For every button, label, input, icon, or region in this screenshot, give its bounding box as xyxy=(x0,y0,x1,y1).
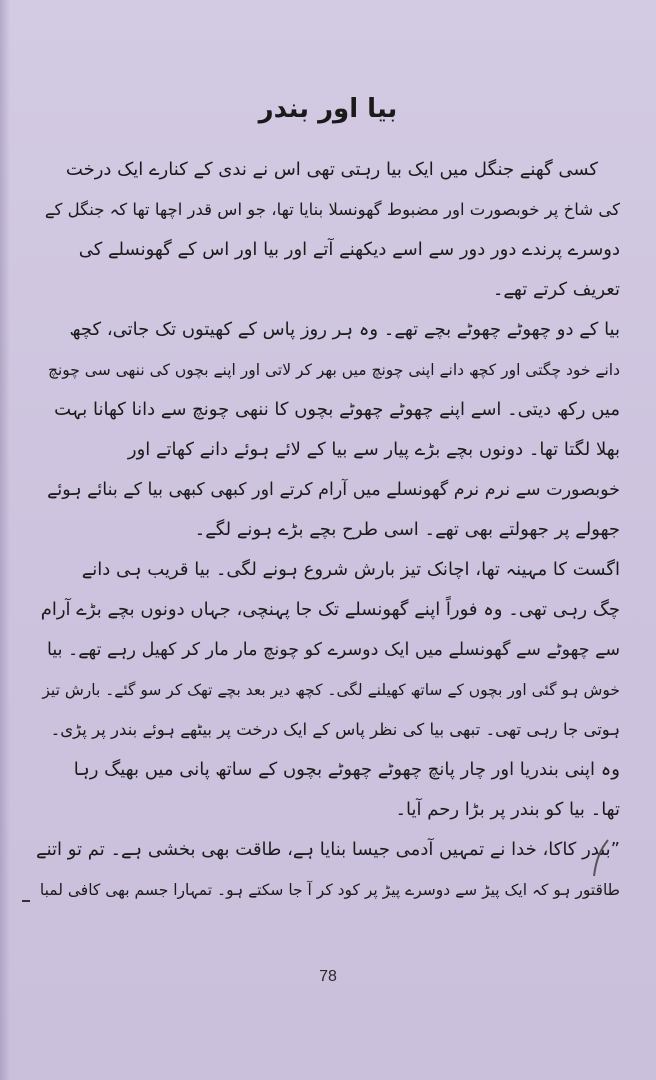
text-line: خوبصورت سے نرم نرم گھونسلے میں آرام کرتے اور کبھی کبھی بیا کے بنائے ہوئے xyxy=(47,480,620,500)
text-line: میں رکھ دیتی۔ اسے اپنے چھوٹے چھوٹے بچوں کا ننھی چونچ سے دانا کھانا بہت xyxy=(54,399,620,420)
text-line: چگ رہی تھی۔ وہ فوراً اپنے گھونسلے تک جا پہنچی، جہاں دونوں بچے بڑے آرام xyxy=(40,599,620,620)
text-line: جھولے پر جھولتے بھی تھے۔ اسی طرح بچے بڑے ہونے لگے۔ xyxy=(194,519,620,540)
text-line: بیا کے دو چھوٹے چھوٹے بچے تھے۔ وہ ہر روز پاس کے کھیتوں تک جاتی، کچھ xyxy=(69,319,620,340)
text-line: کی شاخ پر خوبصورت اور مضبوط گھونسلا بنایا تھا، جو اس قدر اچھا تھا کہ جنگل کے xyxy=(44,200,620,219)
text-line: دوسرے پرندے دور دور سے اسے دیکھنے آتے اور بیا اور اس کے گھونسلے کی xyxy=(78,239,620,260)
text-line: طاقتور ہو کہ ایک پیڑ سے دوسرے پیڑ پر کود کر آ جا سکتے ہو۔ تمہارا جسم بھی کافی لمبا xyxy=(39,881,620,899)
text-line: سے چھوٹے سے گھونسلے میں ایک دوسرے کو چونچ مار مار کر کھیل رہے تھے۔ بیا xyxy=(47,640,620,660)
story-title: بیا اور بندر xyxy=(258,94,398,124)
margin-dash-mark xyxy=(22,900,30,902)
text-line: ”بندر کاکا، خدا نے تمہیں آدمی جیسا بنایا ہے، طاقت بھی بخشی ہے۔ تم تو اتنے xyxy=(36,839,620,860)
page-edge-shadow xyxy=(0,0,10,1080)
text-line: تھا۔ بیا کو بندر پر بڑا رحم آیا۔ xyxy=(395,799,620,820)
margin-pen-mark xyxy=(590,838,612,878)
text-line: تعریف کرتے تھے۔ xyxy=(492,279,620,300)
text-line: وہ اپنی بندریا اور چار پانچ چھوٹے چھوٹے بچوں کے ساتھ پانی میں بھیگ رہا xyxy=(73,759,620,780)
page-number: 78 xyxy=(319,968,337,985)
text-line: ہوتی جا رہی تھی۔ تبھی بیا کی نظر پاس کے ایک درخت پر بیٹھے ہوئے بندر پر پڑی۔ xyxy=(50,720,620,739)
text-line: اگست کا مہینہ تھا، اچانک تیز بارش شروع ہونے لگی۔ بیا قریب ہی دانے xyxy=(81,559,620,580)
story-body xyxy=(36,150,620,910)
text-line: بھلا لگتا تھا۔ دونوں بچے بڑے پیار سے بیا کے لائے ہوئے دانے کھاتے اور xyxy=(127,439,620,460)
text-line: کسی گھنے جنگل میں ایک بیا رہتی تھی اس نے ندی کے کنارے ایک درخت xyxy=(65,159,598,180)
text-line: دانے خود چگتی اور کچھ دانے اپنی چونچ میں بھر کر لاتی اور اپنے بچوں کی ننھی سی چونچ xyxy=(47,361,620,379)
text-line: خوش ہو گئی اور بچوں کے ساتھ کھیلنے لگی۔ کچھ دیر بعد بچے تھک کر سو گئے۔ بارش تیز xyxy=(42,681,620,699)
